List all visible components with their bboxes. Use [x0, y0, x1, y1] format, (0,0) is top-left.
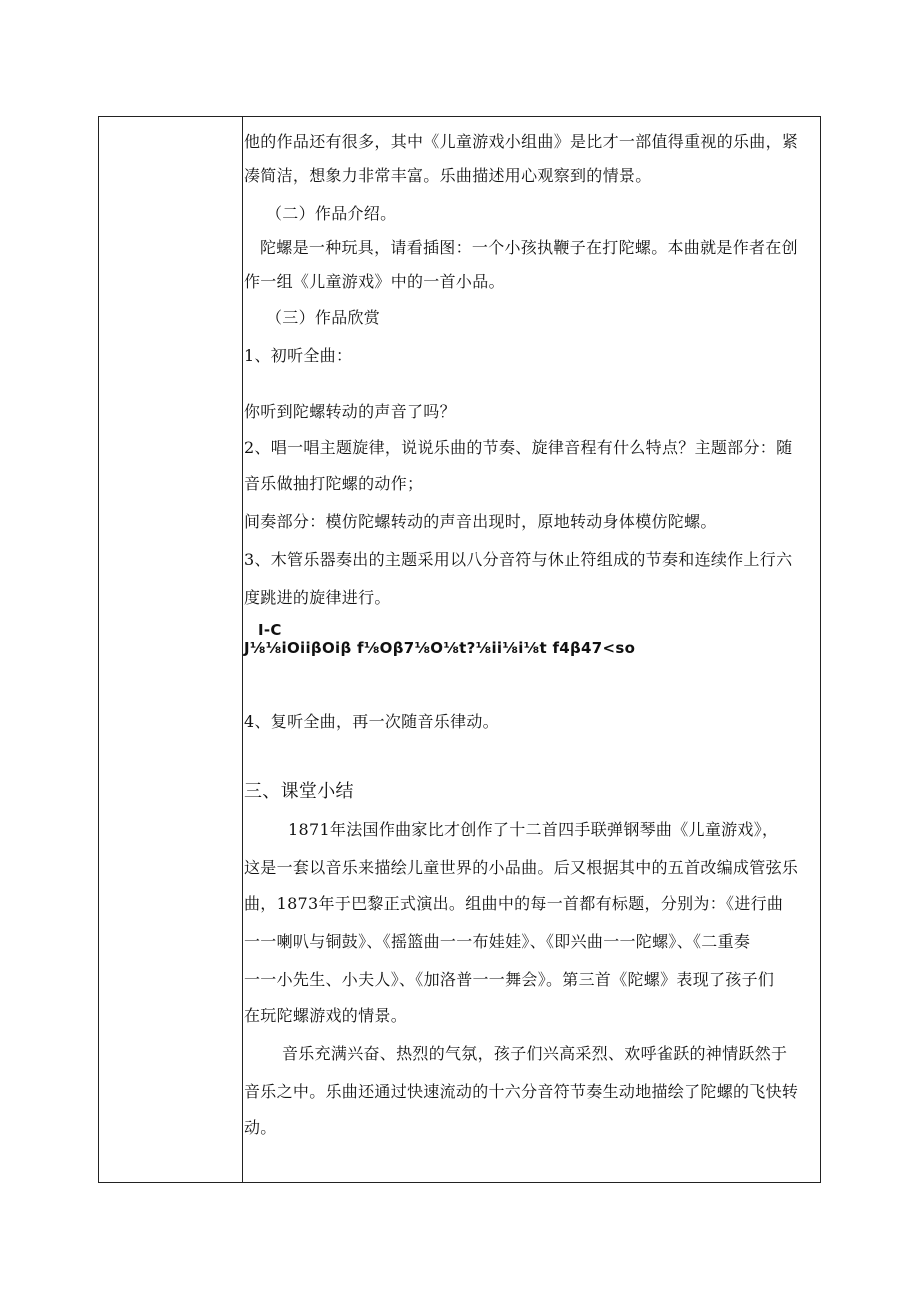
- step-2-continued: 音乐做抽打陀螺的动作；: [244, 474, 424, 493]
- paragraph-line: 曲，1873年于巴黎正式演出。组曲中的每一首都有标题，分别为：《进行曲: [244, 894, 784, 913]
- step-4: 4、复听全曲，再一次随音乐律动。: [244, 712, 499, 731]
- paragraph-line: 作一组《儿童游戏》中的一首小品。: [244, 272, 505, 291]
- section-heading-summary: 三、课堂小结: [244, 781, 354, 802]
- notation-line: J⅛⅛iOiiβOiβ f⅛Oβ7⅛O⅛t?⅛ii⅛i⅛t f4β47<so: [244, 639, 636, 657]
- step-2: 2、唱一唱主题旋律，说说乐曲的节奏、旋律音程有什么特点？主题部分：随: [244, 438, 793, 457]
- step-3-continued: 度跳进的旋律进行。: [244, 588, 391, 607]
- paragraph-line: 动。: [244, 1118, 277, 1137]
- paragraph-line: 这是一套以音乐来描绘儿童世界的小品曲。后又根据其中的五首改编成管弦乐: [244, 858, 799, 877]
- paragraph-line: 一一喇叭与铜鼓》、《摇篮曲一一布娃娃》、《即兴曲一一陀螺》、《二重奏: [244, 932, 751, 951]
- paragraph-line: 1871年法国作曲家比才创作了十二首四手联弹钢琴曲《儿童游戏》，: [288, 820, 779, 839]
- paragraph-line: 在玩陀螺游戏的情景。: [244, 1006, 408, 1025]
- question-line: 你听到陀螺转动的声音了吗？: [244, 402, 456, 421]
- paragraph-line: 音乐充满兴奋、热烈的气氛，孩子们兴高采烈、欢呼雀跃的神情跃然于: [282, 1044, 788, 1063]
- column-divider: [242, 116, 243, 1183]
- paragraph-line: 音乐之中。乐曲还通过快速流动的十六分音符节奏生动地描绘了陀螺的飞快转: [244, 1082, 799, 1101]
- subheading-introduction: （二）作品介绍。: [266, 204, 397, 223]
- step-1: 1、初听全曲：: [244, 346, 353, 365]
- paragraph-line: 凑简洁，想象力非常丰富。乐曲描述用心观察到的情景。: [244, 166, 652, 185]
- step-2-interlude: 间奏部分：模仿陀螺转动的声音出现时，原地转动身体模仿陀螺。: [244, 512, 717, 531]
- paragraph-line: 他的作品还有很多，其中《儿童游戏小组曲》是比才一部值得重视的乐曲，紧: [244, 132, 799, 151]
- paragraph-line: 陀螺是一种玩具，请看插图：一个小孩执鞭子在打陀螺。本曲就是作者在创: [260, 238, 798, 257]
- step-3: 3、木管乐器奏出的主题采用以八分音符与休止符组成的节奏和连续作上行六: [244, 550, 793, 569]
- notation-label: I-C: [258, 621, 282, 639]
- paragraph-line: 一一小先生、小夫人》、《加洛普一一舞会》。第三首《陀螺》表现了孩子们: [244, 970, 775, 989]
- subheading-appreciation: （三）作品欣赏: [266, 308, 381, 327]
